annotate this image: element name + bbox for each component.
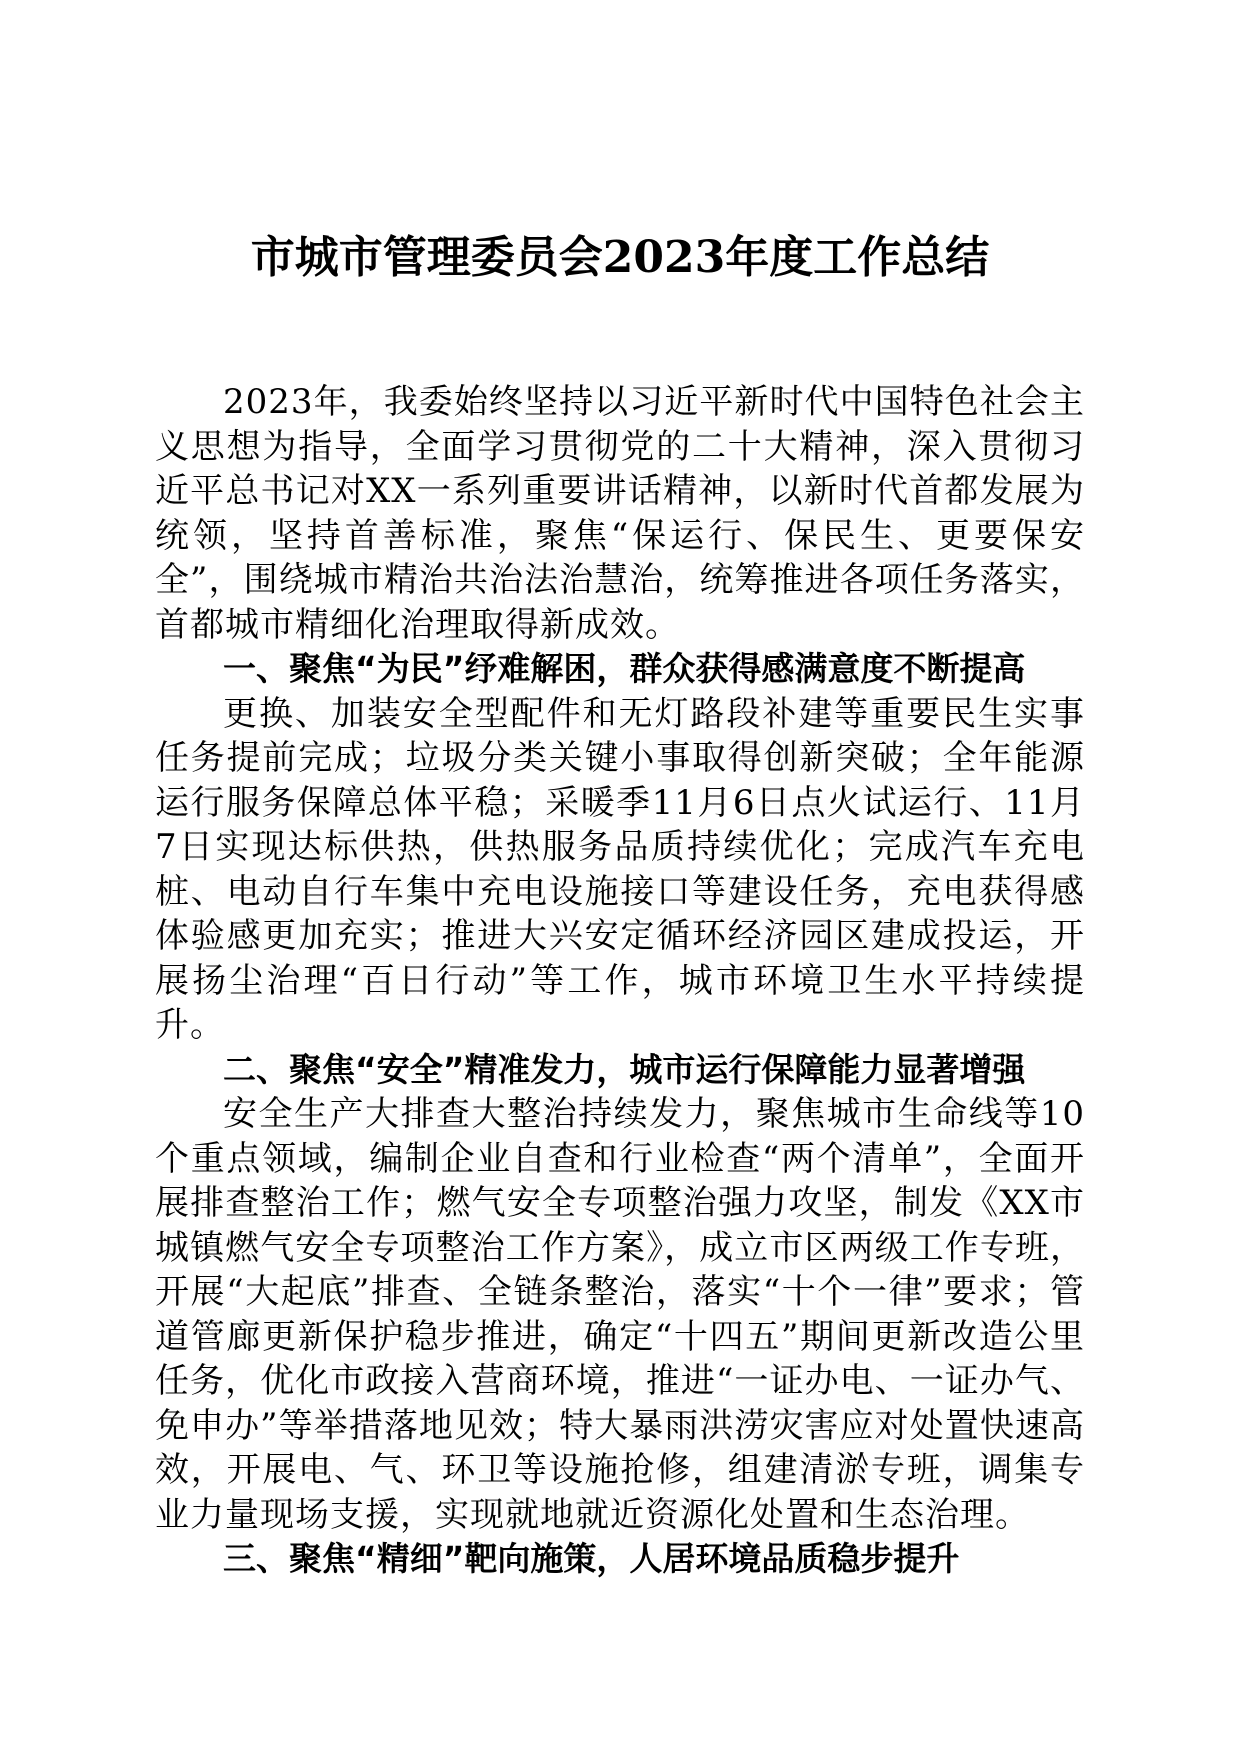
document-title: 市城市管理委员会2023年度工作总结 [250,232,990,283]
document-body [155,380,1085,1582]
section-1-heading: 一、聚焦“为民”纾难解困，群众获得感满意度不断提高 [223,649,1026,688]
section-1-body: 更换、加装安全型配件和无灯路段补建等重要民生实事任务提前完成；垃圾分类关键小事取得创新突破；全年能源运行服务保障总体平稳；采暖季11月6日点火试运行、11月7日实现达标供热，供热服务品质持续优化；完成汽车充电桩、电动自行车集中充电设施接口等建设任务，充电获得感体验感更加充实；推进大兴安定循环经济园区建成投运，开展扬尘治理“百日行动”等工作，城市环境卫生水平持续提升。 [155,693,1085,1045]
section-2-body: 安全生产大排查大整治持续发力，聚焦城市生命线等10个重点领域，编制企业自查和行业检查“两个清单”，全面开展排查整治工作；燃气安全专项整治强力攻坚，制发《XX市城镇燃气安全专项整治工作方案》，成立市区两级工作专班，开展“大起底”排查、全链条整治，落实“十个一律”要求；管道管廊更新保护稳步推进，确定“十四五”期间更新改造公里任务，优化市政接入营商环境，推进“一证办电、一证办气、免申办”等举措落地见效；特大暴雨洪涝灾害应对处置快速高效，开展电、气、环卫等设施抢修，组建清淤专班，调集专业力量现场支援，实现就地就近资源化处置和生态治理。 [155,1094,1085,1535]
intro-paragraph: 2023年，我委始终坚持以习近平新时代中国特色社会主义思想为指导，全面学习贯彻党的二十大精神，深入贯彻习近平总书记对XX一系列重要讲话精神，以新时代首都发展为统领，坚持首善标准，聚焦“保运行、保民生、更要保安全”，围绕城市精治共治法治慧治，统筹推进各项任务落实，首都城市精细化治理取得新成效。 [155,382,1085,645]
section-2-heading: 二、聚焦“安全”精准发力，城市运行保障能力显著增强 [223,1049,1026,1089]
section-3-heading: 三、聚焦“精细”靶向施策，人居环境品质稳步提升 [223,1539,960,1578]
